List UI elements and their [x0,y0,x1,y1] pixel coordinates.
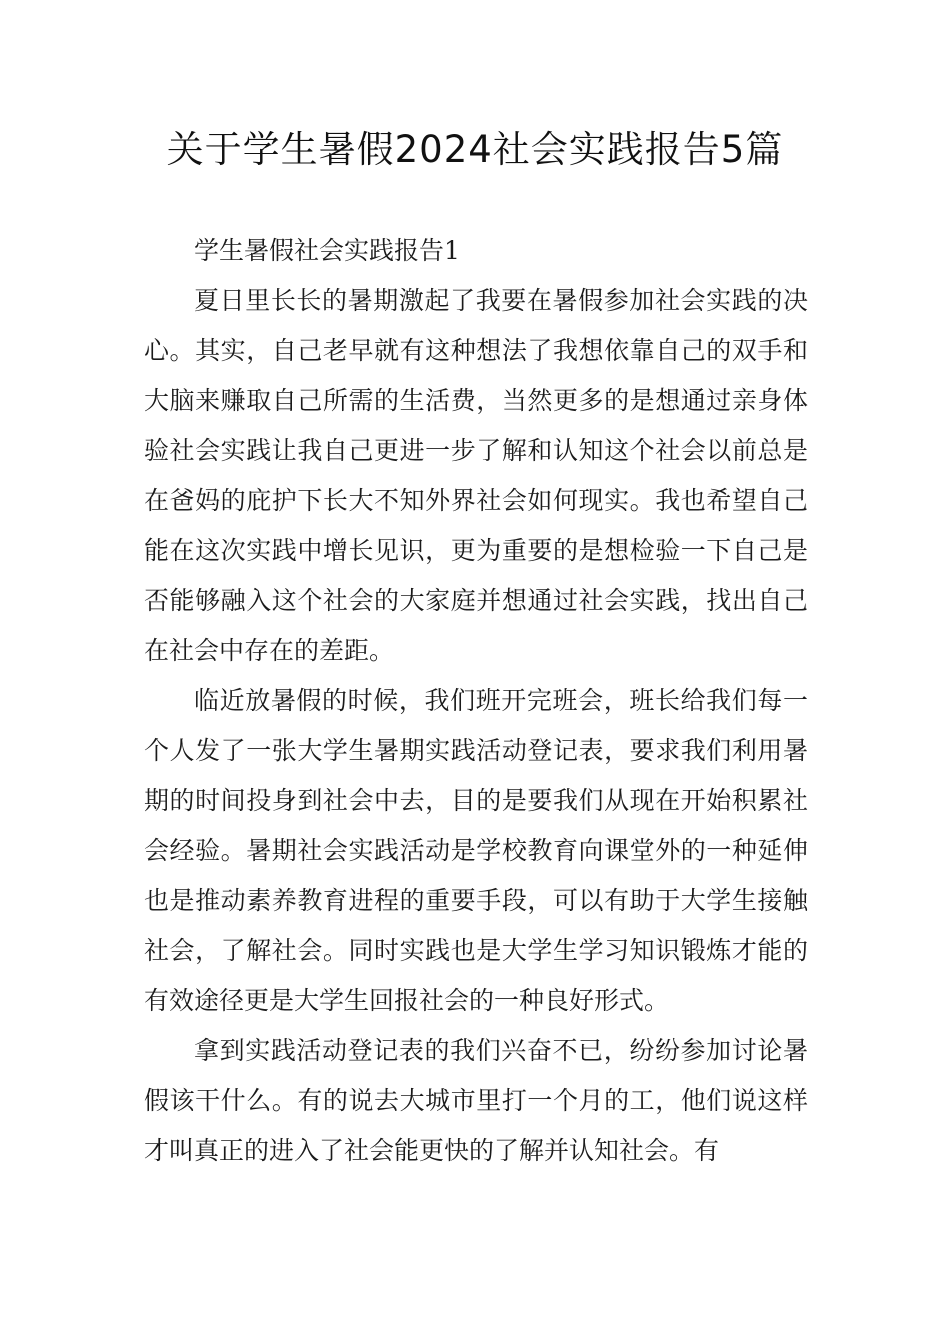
paragraph: 临近放暑假的时候，我们班开完班会，班长给我们每一个人发了一张大学生暑期实践活动登记表，要求我们利用暑期的时间投身到社会中去，目的是要我们从现在开始积累社会经验。暑期社会实践活动是学校教育向课堂外的一种延伸也是推动素养教育进程的重要手段，可以有助于大学生接触社会，了解社会。同时实践也是大学生学习知识锻炼才能的有效途径更是大学生回报社会的一种良好形式。 [144,686,808,1015]
section-heading: 学生暑假社会实践报告1 [194,236,460,265]
document-title: 关于学生暑假2024社会实践报告5篇 [166,128,784,171]
paragraph: 拿到实践活动登记表的我们兴奋不已，纷纷参加讨论暑假该干什么。有的说去大城市里打一个月的工，他们说这样才叫真正的进入了社会能更快的了解并认知社会。有 [144,1036,808,1165]
document-body [144,226,808,1176]
paragraph: 夏日里长长的暑期激起了我要在暑假参加社会实践的决心。其实，自己老早就有这种想法了我想依靠自己的双手和大脑来赚取自己所需的生活费，当然更多的是想通过亲身体验社会实践让我自己更进一步了解和认知这个社会以前总是在爸妈的庇护下长大不知外界社会如何现实。我也希望自己能在这次实践中增长见识，更为重要的是想检验一下自己是否能够融入这个社会的大家庭并想通过社会实践，找出自己在社会中存在的差距。 [144,286,808,665]
